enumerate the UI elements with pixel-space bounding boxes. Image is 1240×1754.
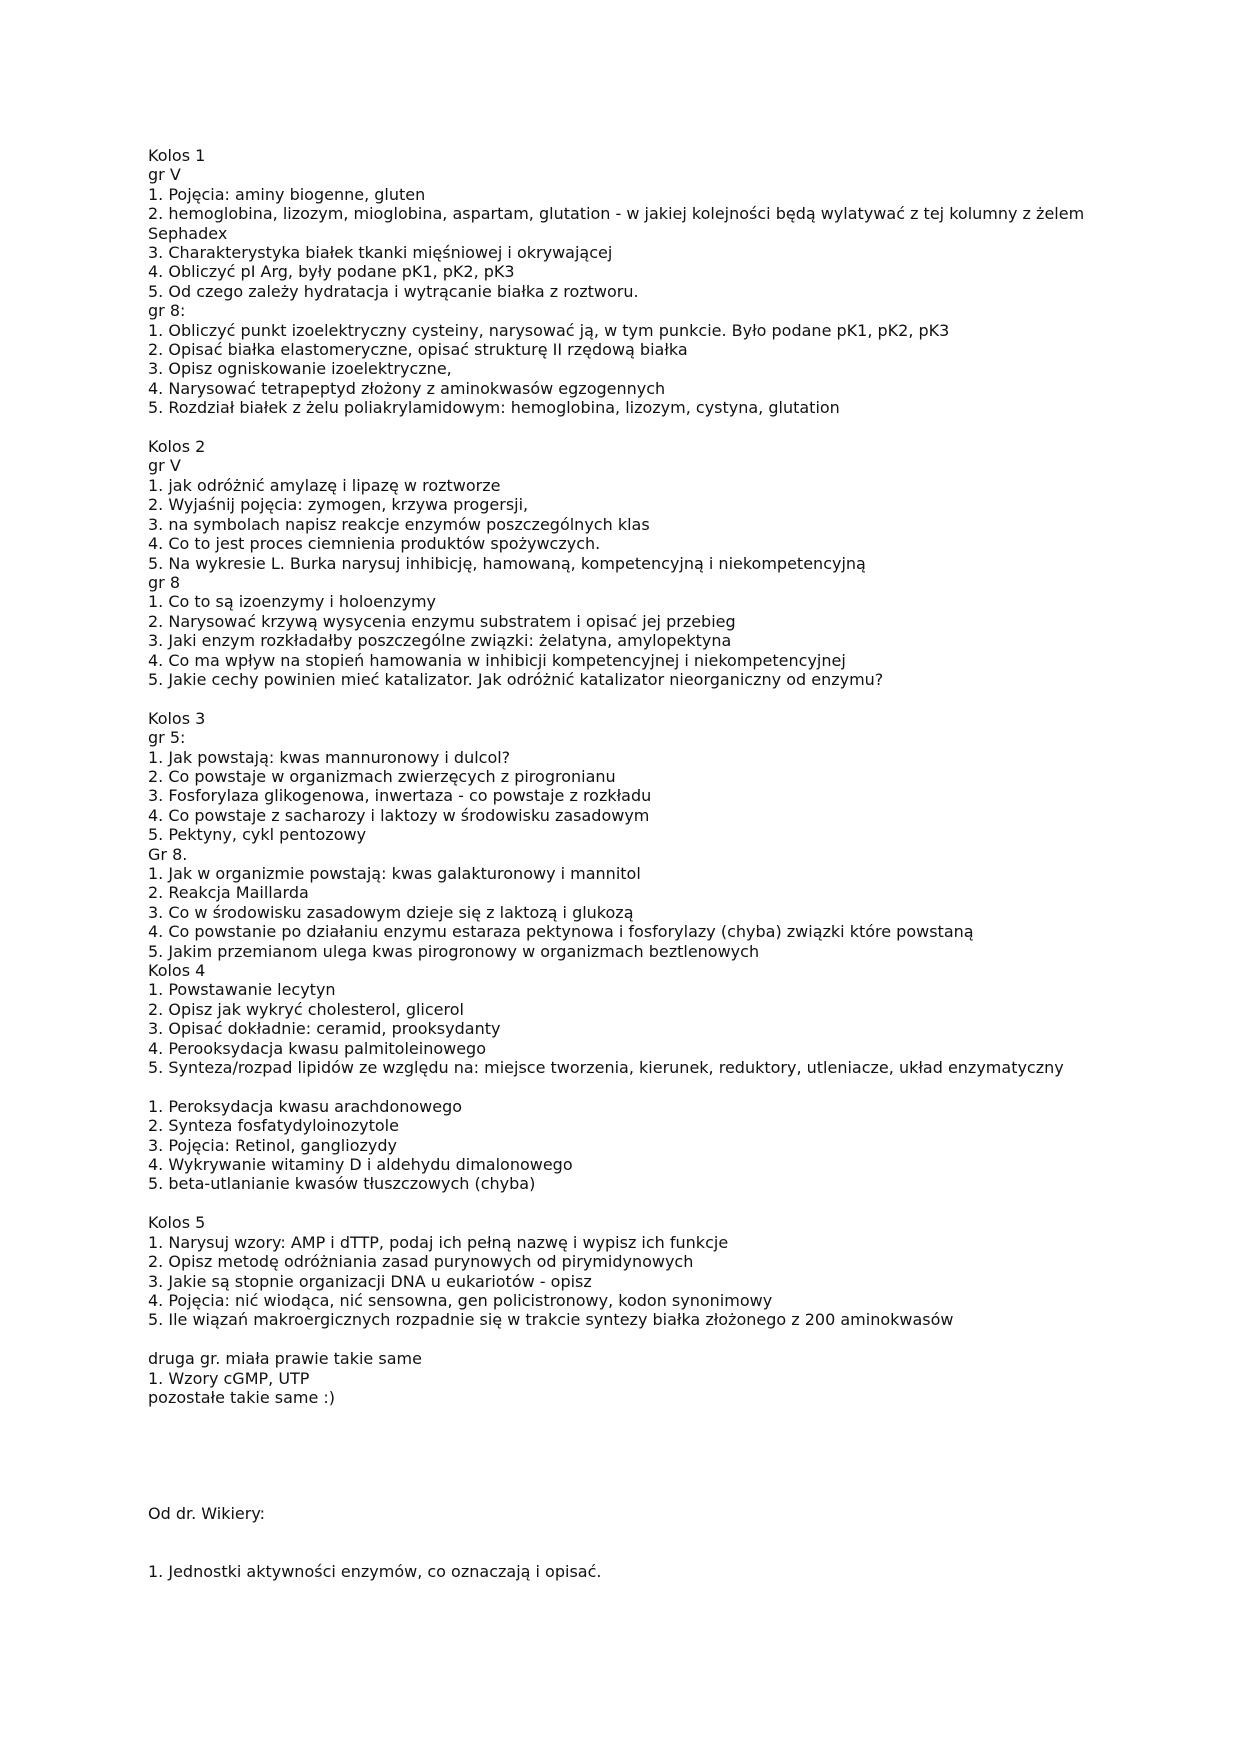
text-line: 4. Pojęcia: nić wiodąca, nić sensowna, gen policistronowy, kodon synonimowy bbox=[148, 1290, 773, 1310]
text-line: gr 5: bbox=[148, 728, 186, 748]
text-line: 3. Pojęcia: Retinol, gangliozydy bbox=[148, 1135, 397, 1155]
text-line: Kolos 2 bbox=[148, 437, 206, 457]
text-line: 2. Narysować krzywą wysycenia enzymu substratem i opisać jej przebieg bbox=[148, 611, 736, 631]
blank-line bbox=[148, 1485, 1108, 1504]
text-line: 5. Jakie cechy powinien mieć katalizator. Jak odróżnić katalizator nieorganiczny od enzymu? bbox=[148, 669, 884, 689]
text-line: 1. Jak powstają: kwas mannuronowy i dulcol? bbox=[148, 747, 511, 767]
text-line: 2. hemoglobina, lizozym, mioglobina, aspartam, glutation - w jakiej kolejności będą wylatywać z tej kolumny z żelem Sephadex bbox=[148, 204, 1090, 243]
text-line: 3. Opisz ogniskowanie izoelektryczne, bbox=[148, 359, 452, 379]
text-line: 1. jak odróżnić amylazę i lipazę w roztworze bbox=[148, 475, 501, 495]
text-line: 3. Charakterystyka białek tkanki mięśniowej i okrywającej bbox=[148, 243, 613, 263]
blank-line bbox=[148, 1543, 1108, 1562]
text-line: 1. Powstawanie lecytyn bbox=[148, 980, 336, 1000]
text-line: 2. Opisz metodę odróżniania zasad purynowych od pirymidynowych bbox=[148, 1252, 694, 1272]
text-line: 2. Synteza fosfatydyloinozytole bbox=[148, 1116, 399, 1136]
text-line: 4. Wykrywanie witaminy D i aldehydu dimalonowego bbox=[148, 1155, 573, 1175]
blank-line bbox=[148, 1524, 1108, 1543]
text-line: 4. Narysować tetrapeptyd złożony z aminokwasów egzogennych bbox=[148, 378, 666, 398]
blank-line bbox=[148, 689, 1108, 708]
text-line: 1. Jednostki aktywności enzymów, co oznaczają i opisać. bbox=[148, 1562, 602, 1582]
text-line: 3. Co w środowisku zasadowym dzieje się z laktozą i glukozą bbox=[148, 902, 634, 922]
text-line: 5. beta-utlanianie kwasów tłuszczowych (chyba) bbox=[148, 1174, 536, 1194]
text-line: 1. Co to są izoenzymy i holoenzymy bbox=[148, 592, 436, 612]
blank-line bbox=[148, 1077, 1108, 1096]
text-line: 1. Narysuj wzory: AMP i dTTP, podaj ich pełną nazwę i wypisz ich funkcje bbox=[148, 1232, 729, 1252]
text-line: 1. Wzory cGMP, UTP bbox=[148, 1368, 310, 1388]
text-line: 1. Jak w organizmie powstają: kwas galakturonowy i mannitol bbox=[148, 864, 641, 883]
text-line: 2. Wyjaśnij pojęcia: zymogen, krzywa progersji, bbox=[148, 495, 529, 515]
text-line: 5. Pektyny, cykl pentozowy bbox=[148, 825, 367, 845]
text-line: 3. na symbolach napisz reakcje enzymów poszczególnych klas bbox=[148, 514, 650, 534]
blank-line bbox=[148, 1446, 1108, 1465]
text-line: 3. Jaki enzym rozkładałby poszczególne związki: żelatyna, amylopektyna bbox=[148, 631, 732, 651]
text-line: 2. Reakcja Maillarda bbox=[148, 883, 309, 903]
text-line: 1. Obliczyć punkt izoelektryczny cysteiny, narysować ją, w tym punkcie. Było podane pK1, pK2, pK3 bbox=[148, 320, 950, 340]
blank-line bbox=[148, 1194, 1108, 1213]
text-line: gr 8 bbox=[148, 572, 180, 592]
text-line: 5. Synteza/rozpad lipidów ze względu na: miejsce tworzenia, kierunek, reduktory, utleniacze, układ enzymatyczny bbox=[148, 1058, 1064, 1078]
text-line: Gr 8. bbox=[148, 844, 188, 864]
document-body bbox=[148, 146, 1108, 1582]
text-line: Kolos 1 bbox=[148, 146, 206, 165]
text-line: 3. Opisać dokładnie: ceramid, prooksydanty bbox=[148, 1019, 501, 1039]
text-line: 5. Od czego zależy hydratacja i wytrącanie białka z roztworu. bbox=[148, 281, 639, 301]
text-line: 2. Opisać białka elastomeryczne, opisać strukturę II rzędową białka bbox=[148, 340, 688, 360]
blank-line bbox=[148, 418, 1108, 437]
text-line: Kolos 4 bbox=[148, 961, 206, 981]
text-line: Kolos 5 bbox=[148, 1213, 206, 1233]
text-line: gr V bbox=[148, 165, 181, 185]
text-line: 1. Pojęcia: aminy biogenne, gluten bbox=[148, 184, 426, 204]
blank-line bbox=[148, 1330, 1108, 1349]
text-line: 2. Co powstaje w organizmach zwierzęcych z pirogronianu bbox=[148, 766, 616, 786]
text-line: 4. Co ma wpływ na stopień hamowania w inhibicji kompetencyjnej i niekompetencyjnej bbox=[148, 650, 846, 670]
text-line: 2. Opisz jak wykryć cholesterol, glicerol bbox=[148, 999, 464, 1019]
text-line: 4. Co to jest proces ciemnienia produktów spożywczych. bbox=[148, 534, 601, 554]
text-line: 4. Co powstaje z sacharozy i laktozy w środowisku zasadowym bbox=[148, 805, 650, 825]
text-line: 3. Jakie są stopnie organizacji DNA u eukariotów - opisz bbox=[148, 1271, 592, 1291]
blank-line bbox=[148, 1427, 1108, 1446]
text-line: Kolos 3 bbox=[148, 708, 206, 728]
blank-line bbox=[148, 1407, 1108, 1426]
text-line: gr 8: bbox=[148, 301, 186, 321]
text-line: 5. Ile wiązań makroergicznych rozpadnie się w trakcie syntezy białka złożonego z 200 aminokwasów bbox=[148, 1310, 954, 1330]
text-line: 5. Na wykresie L. Burka narysuj inhibicję, hamowaną, kompetencyjną i niekompetencyjną bbox=[148, 553, 866, 573]
blank-line bbox=[148, 1466, 1108, 1485]
text-line: gr V bbox=[148, 456, 181, 476]
text-line: 4. Co powstanie po działaniu enzymu estaraza pektynowa i fosforylazy (chyba) związki które powstaną bbox=[148, 922, 974, 942]
text-line: 5. Jakim przemianom ulega kwas pirogronowy w organizmach beztlenowych bbox=[148, 941, 760, 961]
text-line: Od dr. Wikiery: bbox=[148, 1504, 266, 1524]
text-line: 4. Perooksydacja kwasu palmitoleinowego bbox=[148, 1038, 486, 1058]
text-line: druga gr. miała prawie takie same bbox=[148, 1349, 422, 1369]
text-line: 3. Fosforylaza glikogenowa, inwertaza - co powstaje z rozkładu bbox=[148, 786, 652, 806]
text-line: 5. Rozdział białek z żelu poliakrylamidowym: hemoglobina, lizozym, cystyna, glutation bbox=[148, 398, 840, 418]
text-line: pozostałe takie same :) bbox=[148, 1387, 336, 1407]
text-line: 4. Obliczyć pI Arg, były podane pK1, pK2, pK3 bbox=[148, 262, 515, 282]
text-line: 1. Peroksydacja kwasu arachdonowego bbox=[148, 1096, 463, 1116]
